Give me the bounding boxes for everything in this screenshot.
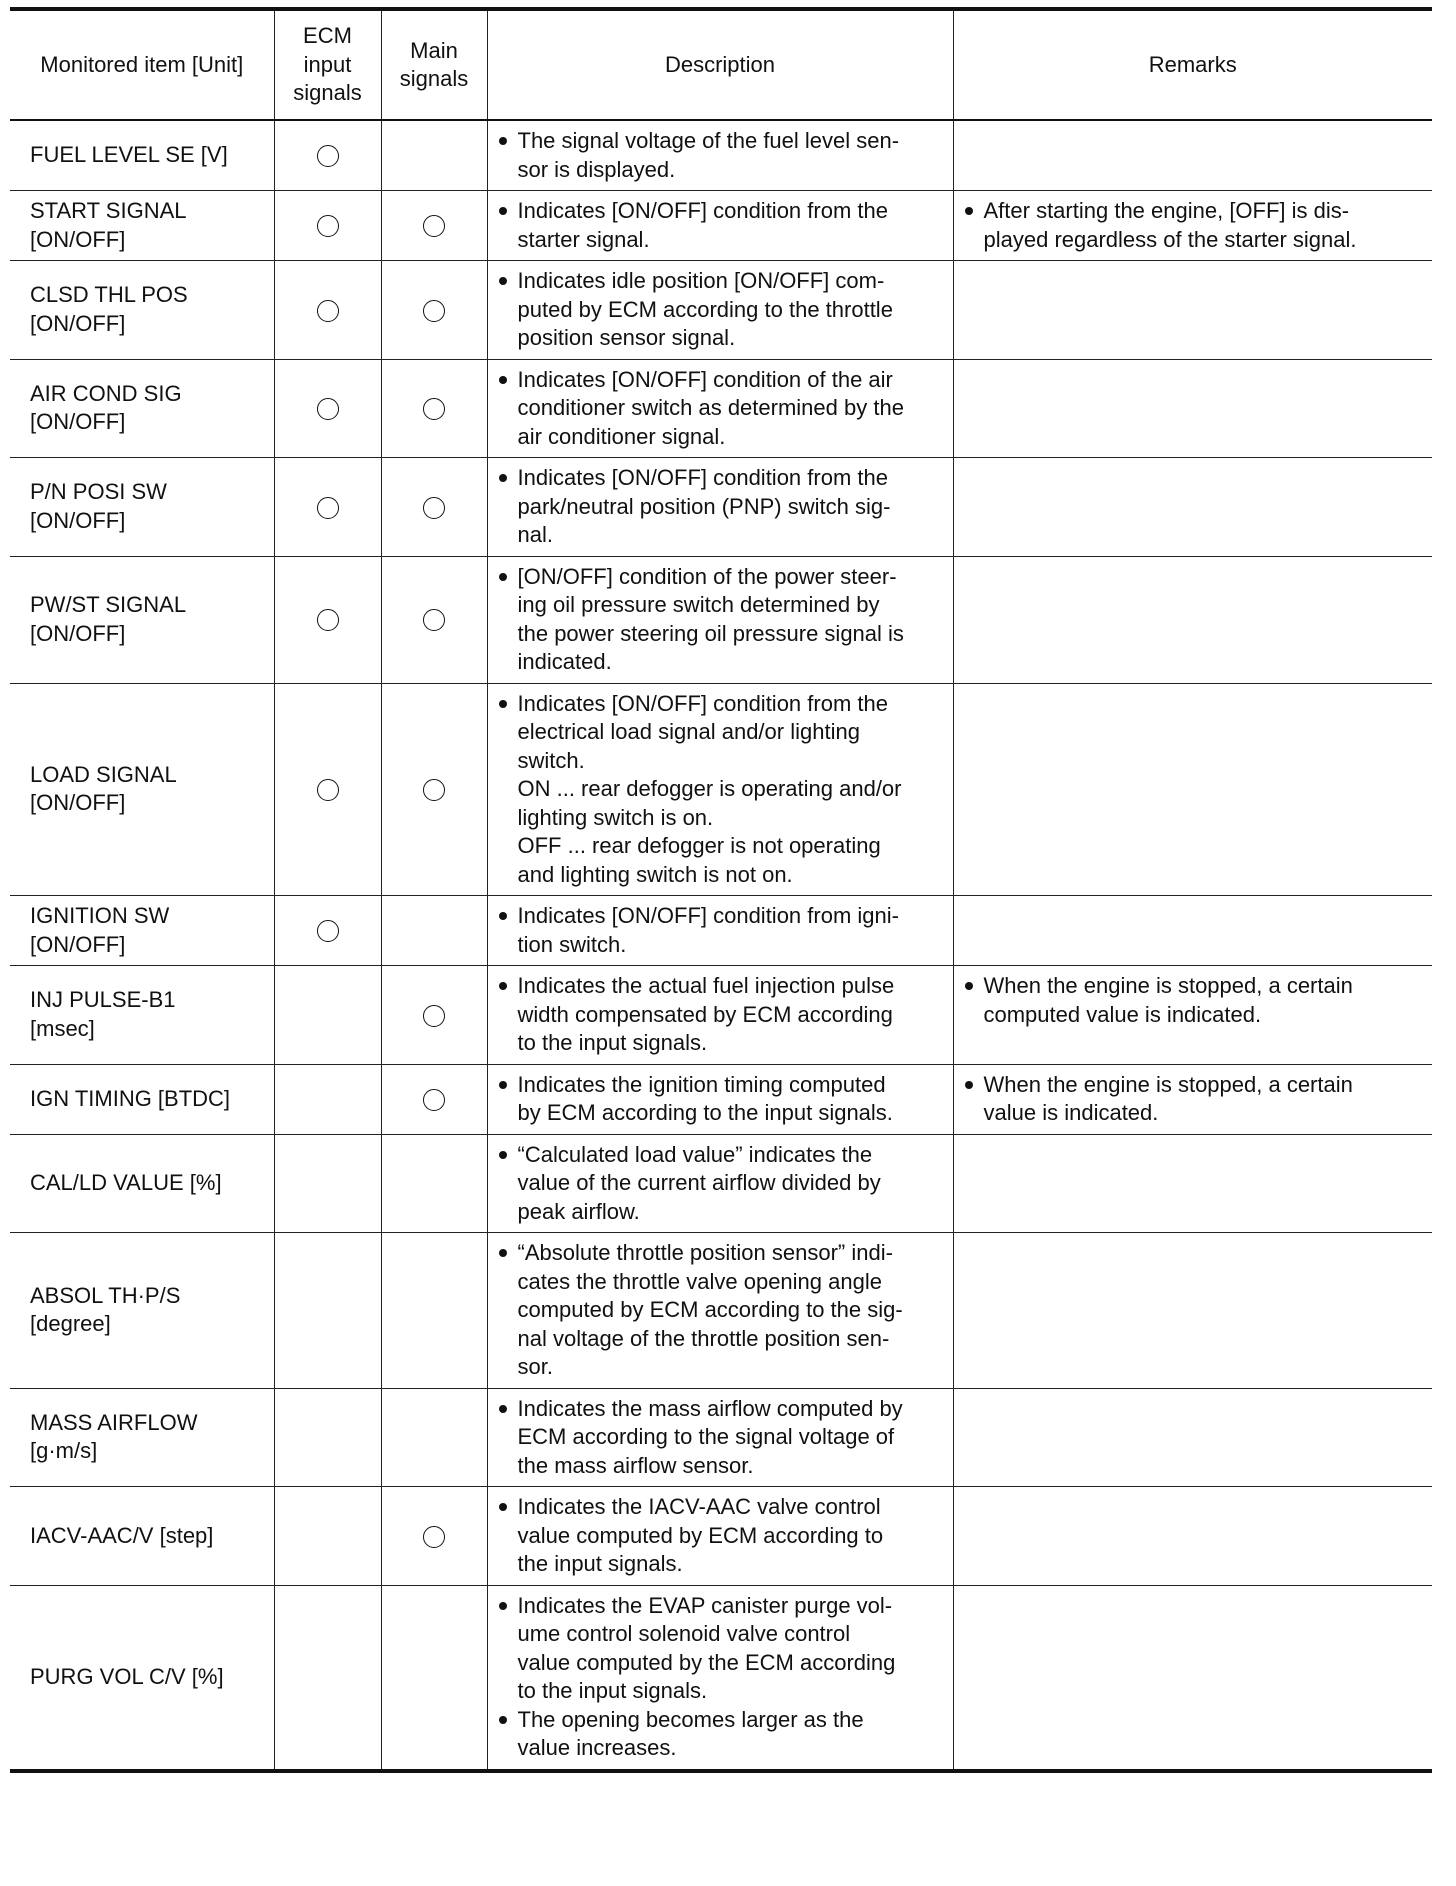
- main-signal-cell: [381, 1388, 487, 1487]
- header-line: input: [303, 51, 352, 77]
- remarks-line: value is indicated.: [983, 1100, 1159, 1125]
- circle-mark-icon: [317, 609, 339, 631]
- ecm-input-signal-cell: [274, 120, 381, 191]
- ecm-input-signal-cell: [274, 191, 381, 261]
- monitored-item-line: [g·m/s]: [30, 1438, 98, 1464]
- ecm-input-signal-cell: [274, 1233, 381, 1389]
- table-body: [10, 120, 1432, 1771]
- ecm-input-signal-cell: [274, 896, 381, 966]
- description-line: OFF ... rear defogger is not operating: [517, 833, 881, 858]
- description-bullet-item: [496, 127, 943, 184]
- remarks-cell: [953, 896, 1432, 966]
- remarks-text: [984, 197, 1423, 254]
- description-line: air conditioner signal.: [517, 423, 726, 449]
- main-signal-cell: [381, 261, 487, 360]
- circle-mark-icon: [317, 779, 339, 801]
- description-text: [518, 972, 943, 1058]
- description-cell: [487, 458, 953, 557]
- circle-mark-icon: [317, 920, 339, 942]
- description-line: to the input signals.: [517, 1030, 708, 1055]
- description-cell: [487, 1233, 953, 1389]
- monitored-item-line: FUEL LEVEL SE [V]: [30, 142, 228, 168]
- monitored-item-cell: [10, 556, 274, 683]
- remarks-cell: [953, 1585, 1432, 1771]
- description-text: [518, 1592, 943, 1706]
- main-signal-cell: [381, 1585, 487, 1771]
- remarks-cell: [953, 556, 1432, 683]
- bullet-icon: [496, 1239, 518, 1268]
- remarks-cell: [953, 261, 1432, 360]
- monitored-item-line: [degree]: [30, 1311, 111, 1337]
- remarks-line: computed value is indicated.: [983, 1001, 1262, 1027]
- monitored-item-line: CLSD THL POS: [30, 282, 188, 308]
- table-row: [10, 683, 1432, 896]
- bullet-icon: [496, 127, 518, 156]
- header-line: signals: [399, 66, 469, 91]
- description-line: “Absolute throttle position sensor” indi-: [517, 1240, 893, 1265]
- monitored-item-cell: [10, 458, 274, 557]
- main-signal-cell: [381, 120, 487, 191]
- table-row: [10, 458, 1432, 557]
- description-line: indicated.: [517, 649, 612, 674]
- monitored-item-cell: [10, 120, 274, 191]
- description-line: Indicates [ON/OFF] condition from the: [517, 198, 888, 223]
- remarks-line: played regardless of the starter signal.: [983, 226, 1357, 252]
- description-bullet-item: [496, 1239, 943, 1382]
- description-line: value of the current airflow divided by: [517, 1170, 881, 1195]
- description-line: ECM according to the signal voltage of: [517, 1424, 895, 1449]
- header-main-signals: [381, 9, 487, 120]
- circle-mark-icon: [423, 779, 445, 801]
- circle-mark-icon: [423, 1526, 445, 1548]
- description-text: [518, 1706, 943, 1763]
- description-line: the power steering oil pressure signal is: [517, 620, 904, 646]
- header-ecm-input-signals: [274, 9, 381, 120]
- description-cell: [487, 1388, 953, 1487]
- description-line: lighting switch is on.: [517, 804, 714, 830]
- monitored-item-line: [ON/OFF]: [30, 790, 126, 816]
- description-bullet-item: [496, 1395, 943, 1481]
- bullet-icon: [962, 972, 984, 1001]
- description-line: Indicates [ON/OFF] condition of the air: [517, 366, 893, 392]
- description-cell: [487, 966, 953, 1065]
- table-row: [10, 1233, 1432, 1389]
- header-line: Main: [410, 37, 458, 63]
- description-bullet-item: [496, 464, 943, 550]
- monitored-item-cell: [10, 1233, 274, 1389]
- description-bullet-item: [496, 902, 943, 959]
- bullet-icon: [496, 366, 518, 395]
- description-line: Indicates the IACV-AAC valve control: [517, 1494, 881, 1519]
- description-cell: [487, 120, 953, 191]
- description-cell: [487, 896, 953, 966]
- main-signal-cell: [381, 1233, 487, 1389]
- monitored-item-line: MASS AIRFLOW: [30, 1409, 198, 1435]
- circle-mark-icon: [317, 497, 339, 519]
- description-bullet-item: [496, 1493, 943, 1579]
- description-bullet-item: [496, 1071, 943, 1128]
- bullet-icon: [496, 1592, 518, 1621]
- bullet-icon: [496, 1071, 518, 1100]
- description-line: “Calculated load value” indicates the: [517, 1141, 873, 1167]
- bullet-icon: [496, 690, 518, 719]
- description-line: value computed by the ECM according: [517, 1649, 896, 1675]
- description-line: The opening becomes larger as the: [517, 1706, 864, 1732]
- description-cell: [487, 1585, 953, 1771]
- monitored-item-line: [ON/OFF]: [30, 226, 126, 252]
- remarks-text: [984, 1071, 1423, 1128]
- description-bullet-item: [496, 1592, 943, 1706]
- main-signal-cell: [381, 896, 487, 966]
- description-text: [518, 1071, 943, 1128]
- description-line: Indicates [ON/OFF] condition from the: [517, 690, 888, 716]
- ecm-input-signal-cell: [274, 1134, 381, 1233]
- circle-mark-icon: [423, 398, 445, 420]
- description-bullet-item: [496, 366, 943, 452]
- monitored-item-line: START SIGNAL: [30, 198, 187, 223]
- description-text: [518, 690, 943, 890]
- remarks-line: When the engine is stopped, a certain: [983, 973, 1353, 998]
- remarks-text: [984, 972, 1423, 1029]
- circle-mark-icon: [317, 145, 339, 167]
- description-text: [518, 464, 943, 550]
- main-signal-cell: [381, 1064, 487, 1134]
- remarks-line: When the engine is stopped, a certain: [983, 1071, 1353, 1097]
- monitored-item-line: [ON/OFF]: [30, 507, 126, 533]
- monitored-item-cell: [10, 1064, 274, 1134]
- table-row: [10, 1585, 1432, 1771]
- circle-mark-icon: [423, 1005, 445, 1027]
- ecm-input-signal-cell: [274, 1064, 381, 1134]
- description-line: ON ... rear defogger is operating and/or: [517, 776, 902, 801]
- description-text: [518, 1395, 943, 1481]
- description-line: to the input signals.: [517, 1678, 708, 1703]
- description-cell: [487, 1134, 953, 1233]
- description-line: Indicates [ON/OFF] condition from the: [517, 465, 888, 490]
- remarks-bullet-item: [962, 1071, 1423, 1128]
- description-line: [ON/OFF] condition of the power steer-: [517, 563, 897, 589]
- description-line: ing oil pressure switch determined by: [517, 592, 880, 617]
- monitored-item-cell: [10, 1487, 274, 1586]
- monitored-item-cell: [10, 683, 274, 896]
- description-line: computed by ECM according to the sig-: [517, 1297, 903, 1322]
- description-line: sor.: [517, 1354, 553, 1379]
- description-text: [518, 1239, 943, 1382]
- monitored-item-line: AIR COND SIG: [30, 380, 182, 406]
- description-line: park/neutral position (PNP) switch sig-: [517, 493, 891, 519]
- main-signal-cell: [381, 359, 487, 458]
- header-line: ECM: [303, 23, 352, 49]
- remarks-cell: [953, 683, 1432, 896]
- description-text: [518, 267, 943, 353]
- remarks-cell: [953, 359, 1432, 458]
- description-line: tion switch.: [517, 931, 627, 957]
- header-line: Monitored item [Unit]: [40, 51, 244, 77]
- description-text: [518, 366, 943, 452]
- monitored-item-line: IACV-AAC/V [step]: [30, 1522, 214, 1548]
- table-row: [10, 1134, 1432, 1233]
- description-text: [518, 902, 943, 959]
- monitored-item-line: INJ PULSE-B1: [30, 987, 176, 1013]
- table-row: [10, 1388, 1432, 1487]
- description-text: [518, 197, 943, 254]
- description-cell: [487, 359, 953, 458]
- table-row: [10, 896, 1432, 966]
- circle-mark-icon: [423, 497, 445, 519]
- header-monitored-item: [10, 9, 274, 120]
- table-row: [10, 191, 1432, 261]
- monitored-item-cell: [10, 966, 274, 1065]
- description-line: value increases.: [517, 1735, 677, 1760]
- monitored-item-line: PURG VOL C/V [%]: [30, 1663, 224, 1689]
- table-row: [10, 966, 1432, 1065]
- description-cell: [487, 191, 953, 261]
- description-line: Indicates idle position [ON/OFF] com-: [517, 268, 885, 293]
- monitored-item-line: P/N POSI SW: [30, 479, 167, 505]
- description-bullet-item: [496, 563, 943, 677]
- description-line: and lighting switch is not on.: [517, 861, 793, 887]
- description-line: nal voltage of the throttle position sen-: [517, 1325, 890, 1351]
- bullet-icon: [496, 972, 518, 1001]
- monitored-item-line: ABSOL TH·P/S: [30, 1282, 181, 1308]
- monitored-item-line: PW/ST SIGNAL: [30, 592, 187, 617]
- description-line: Indicates [ON/OFF] condition from igni-: [517, 903, 899, 928]
- ecm-input-signal-cell: [274, 1388, 381, 1487]
- description-line: position sensor signal.: [517, 325, 736, 350]
- monitored-item-line: IGNITION SW: [30, 903, 170, 928]
- description-cell: [487, 1487, 953, 1586]
- table-row: [10, 1064, 1432, 1134]
- main-signal-cell: [381, 191, 487, 261]
- circle-mark-icon: [317, 300, 339, 322]
- bullet-icon: [496, 563, 518, 592]
- monitored-item-line: CAL/LD VALUE [%]: [30, 1170, 222, 1195]
- ecm-input-signal-cell: [274, 556, 381, 683]
- ecm-input-signal-cell: [274, 966, 381, 1065]
- description-line: Indicates the actual fuel injection pulse: [517, 973, 895, 998]
- bullet-icon: [496, 197, 518, 226]
- bullet-icon: [496, 1706, 518, 1735]
- monitored-item-line: [ON/OFF]: [30, 931, 126, 957]
- description-cell: [487, 683, 953, 896]
- circle-mark-icon: [423, 300, 445, 322]
- bullet-icon: [496, 267, 518, 296]
- monitored-item-cell: [10, 1585, 274, 1771]
- remarks-cell: [953, 1388, 1432, 1487]
- bullet-icon: [496, 1493, 518, 1522]
- description-line: electrical load signal and/or lighting: [517, 719, 860, 744]
- bullet-icon: [496, 1141, 518, 1170]
- ecm-input-signal-cell: [274, 261, 381, 360]
- header-row: [10, 9, 1432, 120]
- description-line: nal.: [517, 522, 553, 547]
- description-bullet-item: [496, 1141, 943, 1227]
- description-line: The signal voltage of the fuel level sen-: [517, 128, 900, 153]
- main-signal-cell: [381, 458, 487, 557]
- description-cell: [487, 556, 953, 683]
- main-signal-cell: [381, 683, 487, 896]
- header-description: [487, 9, 953, 120]
- monitored-item-line: LOAD SIGNAL: [30, 761, 177, 787]
- monitored-item-line: [msec]: [30, 1015, 95, 1041]
- table-row: [10, 261, 1432, 360]
- description-bullet-item: [496, 690, 943, 890]
- description-line: switch.: [517, 747, 585, 773]
- bullet-icon: [496, 464, 518, 493]
- main-signal-cell: [381, 1487, 487, 1586]
- description-line: starter signal.: [517, 226, 650, 252]
- description-cell: [487, 1064, 953, 1134]
- circle-mark-icon: [317, 398, 339, 420]
- description-line: Indicates the ignition timing computed: [517, 1071, 886, 1097]
- table-row: [10, 556, 1432, 683]
- table-row: [10, 359, 1432, 458]
- ecm-input-signal-cell: [274, 1585, 381, 1771]
- description-line: by ECM according to the input signals.: [517, 1100, 893, 1125]
- description-text: [518, 1493, 943, 1579]
- description-text: [518, 127, 943, 184]
- description-line: the input signals.: [517, 1551, 683, 1576]
- remarks-bullet-item: [962, 972, 1423, 1029]
- bullet-icon: [962, 197, 984, 226]
- monitored-item-cell: [10, 1134, 274, 1233]
- monitored-item-line: IGN TIMING [BTDC]: [30, 1085, 231, 1111]
- header-line: signals: [293, 80, 362, 106]
- circle-mark-icon: [423, 609, 445, 631]
- description-text: [518, 1141, 943, 1227]
- circle-mark-icon: [423, 1089, 445, 1111]
- description-line: ume control solenoid valve control: [517, 1621, 851, 1646]
- remarks-cell: [953, 191, 1432, 261]
- monitored-item-line: [ON/OFF]: [30, 310, 126, 336]
- description-line: the mass airflow sensor.: [517, 1452, 754, 1478]
- remarks-cell: [953, 1233, 1432, 1389]
- remarks-cell: [953, 1134, 1432, 1233]
- description-bullet-item: [496, 197, 943, 254]
- main-signal-cell: [381, 1134, 487, 1233]
- table-row: [10, 120, 1432, 191]
- description-line: sor is displayed.: [517, 156, 676, 182]
- remarks-cell: [953, 1064, 1432, 1134]
- bullet-icon: [496, 902, 518, 931]
- ecm-input-signal-cell: [274, 458, 381, 557]
- description-line: cates the throttle valve opening angle: [517, 1268, 882, 1294]
- header-line: Description: [664, 51, 776, 77]
- bullet-icon: [962, 1071, 984, 1100]
- ecm-input-signal-cell: [274, 1487, 381, 1586]
- circle-mark-icon: [423, 215, 445, 237]
- remarks-bullet-item: [962, 197, 1423, 254]
- header-line: Remarks: [1148, 51, 1237, 77]
- description-cell: [487, 261, 953, 360]
- description-bullet-item: [496, 972, 943, 1058]
- header-remarks: [953, 9, 1432, 120]
- circle-mark-icon: [317, 215, 339, 237]
- table-row: [10, 1487, 1432, 1586]
- description-line: puted by ECM according to the throttle: [517, 296, 893, 322]
- description-line: Indicates the mass airflow computed by: [517, 1395, 903, 1421]
- monitored-item-cell: [10, 896, 274, 966]
- remarks-line: After starting the engine, [OFF] is dis-: [983, 198, 1350, 223]
- remarks-cell: [953, 1487, 1432, 1586]
- description-bullet-item: [496, 1706, 943, 1763]
- ecm-input-signal-cell: [274, 683, 381, 896]
- monitored-items-table: [10, 7, 1432, 1773]
- monitored-item-line: [ON/OFF]: [30, 620, 126, 646]
- description-line: width compensated by ECM according: [517, 1001, 893, 1027]
- description-line: peak airflow.: [517, 1198, 640, 1224]
- description-bullet-item: [496, 267, 943, 353]
- remarks-cell: [953, 966, 1432, 1065]
- ecm-input-signal-cell: [274, 359, 381, 458]
- description-line: value computed by ECM according to: [517, 1522, 884, 1548]
- description-line: Indicates the EVAP canister purge vol-: [517, 1592, 893, 1618]
- monitored-item-line: [ON/OFF]: [30, 409, 126, 435]
- description-text: [518, 563, 943, 677]
- remarks-cell: [953, 120, 1432, 191]
- monitored-item-cell: [10, 261, 274, 360]
- remarks-cell: [953, 458, 1432, 557]
- monitored-item-cell: [10, 1388, 274, 1487]
- main-signal-cell: [381, 556, 487, 683]
- monitored-item-cell: [10, 359, 274, 458]
- description-line: conditioner switch as determined by the: [517, 395, 904, 420]
- main-signal-cell: [381, 966, 487, 1065]
- bullet-icon: [496, 1395, 518, 1424]
- monitored-item-cell: [10, 191, 274, 261]
